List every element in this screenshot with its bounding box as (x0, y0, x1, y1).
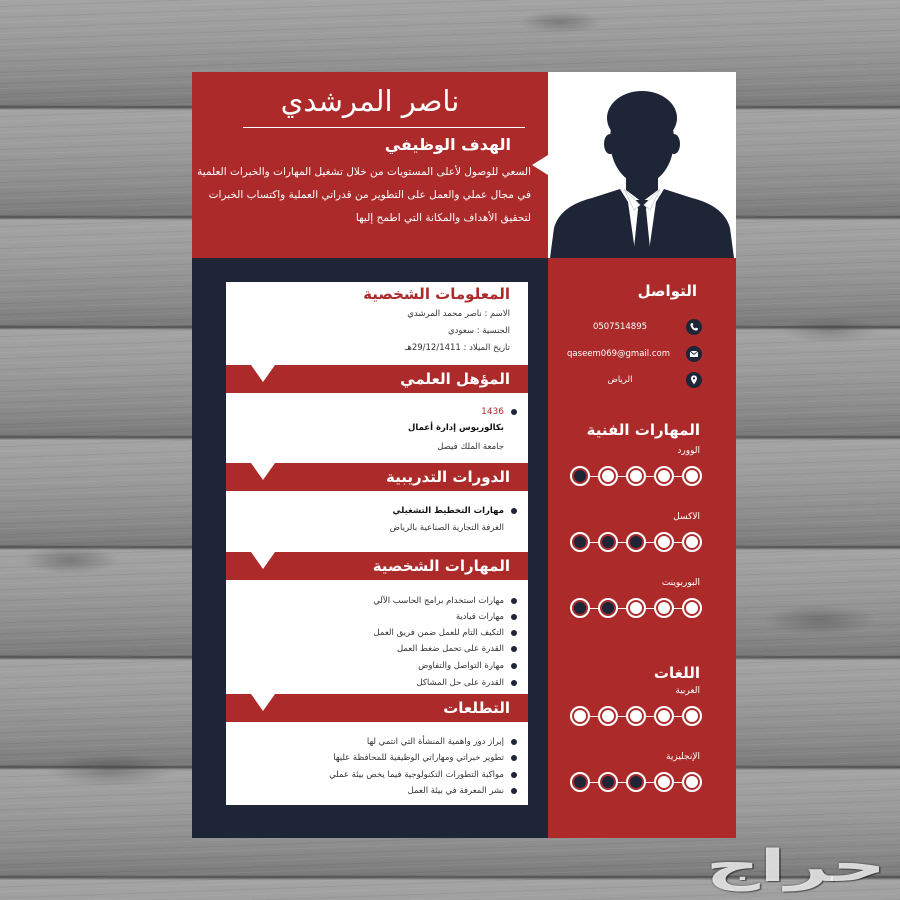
languages-title: اللغات (653, 664, 700, 682)
rating-dot-filled (626, 466, 646, 486)
section-band-training (226, 463, 528, 491)
bullet-dot (511, 409, 517, 415)
bullet-dot (511, 630, 517, 636)
rating-dot-filled (598, 466, 618, 486)
training-course: مهارات التخطيط التشغيلي (392, 506, 504, 516)
bullet-dot (511, 739, 517, 745)
rating-dot-filled (654, 532, 674, 552)
bullet-dot (511, 680, 517, 686)
personal-skills-title: المهارات الشخصية (372, 557, 510, 575)
rating-dot-filled (682, 466, 702, 486)
rating-dot-empty (598, 598, 618, 618)
training-course-row (393, 503, 517, 519)
education-degree: بكالوريوس إدارة أعمال (408, 423, 504, 433)
list-item-text: مهارات استخدام برامج الحاسب الآلي (373, 596, 504, 606)
list-item (373, 625, 517, 641)
bullet-dot (511, 663, 517, 669)
skill-label-excel: الاكسل (673, 512, 700, 522)
contact-title: التواصل (637, 282, 697, 300)
rating-dot-filled (682, 772, 702, 792)
bullet-dot (511, 788, 517, 794)
personal-birth-date: تاريخ الميلاد : 29/12/1411هـ (404, 343, 510, 353)
rating-dot-empty (570, 466, 590, 486)
details-card (226, 282, 528, 805)
bullet-dot (511, 755, 517, 761)
person-silhouette-icon (548, 72, 736, 258)
list-item-text: نشر المعرفة في بيئة العمل (407, 786, 504, 796)
location-pin-icon (686, 372, 702, 388)
rating-dot-filled (654, 466, 674, 486)
rating-dot-empty (570, 598, 590, 618)
email-address: qaseem069@gmail.com (567, 349, 670, 359)
education-year: 1436 (481, 407, 504, 417)
rating-dot-filled (682, 532, 702, 552)
band-notch (251, 365, 275, 382)
list-item (367, 734, 517, 750)
header-pointer (532, 155, 548, 175)
list-item (456, 609, 517, 625)
contact-email (567, 347, 670, 361)
list-item-text: مواكبة التطورات التكنولوجية فيما يخص بيئة عملي (329, 770, 504, 780)
training-title: الدورات التدريبية (385, 468, 510, 486)
bullet-dot (511, 508, 517, 514)
rating-arabic (570, 706, 702, 726)
header-panel (192, 72, 548, 258)
rating-dot-empty (570, 532, 590, 552)
name-divider (243, 127, 525, 128)
rating-dot-filled (654, 772, 674, 792)
personal-name: الاسم : ناصر محمد المرشدي (407, 309, 510, 319)
language-label-arabic: العربية (675, 686, 700, 696)
list-item (416, 675, 517, 691)
phone-number: 0507514895 (592, 322, 648, 332)
rating-dot-filled (682, 706, 702, 726)
bullet-dot (511, 772, 517, 778)
rating-dot-empty (626, 772, 646, 792)
objective-line-2: في مجال عملي والعمل على التطوير من قدراتي العملية واكتساب الخبرات (208, 189, 531, 201)
rating-dot-filled (598, 706, 618, 726)
technical-skills-title: المهارات الفنية (586, 421, 700, 439)
rating-excel (570, 532, 702, 552)
skill-label-powerpoint: البوربوينت (661, 578, 700, 588)
education-year-row (481, 404, 517, 420)
rating-english (570, 772, 702, 792)
list-item-text: القدرة على حل المشاكل (416, 678, 504, 688)
training-provider: الغرفة التجارية الصناعية بالرياض (389, 523, 504, 533)
list-item-text: القدرة على تحمل ضغط العمل (396, 644, 504, 654)
rating-dot-filled (682, 598, 702, 618)
right-column (548, 258, 736, 838)
list-item (373, 593, 517, 609)
education-university: جامعة الملك فيصل (437, 442, 504, 452)
list-item (329, 767, 517, 783)
rating-dot-filled (654, 706, 674, 726)
rating-powerpoint (570, 598, 702, 618)
list-item-text: التكيف التام للعمل ضمن فريق العمل (373, 628, 504, 638)
objective-line-3: لتحقيق الأهداف والمكانة التي اطمح إليها (355, 212, 531, 224)
list-item (397, 641, 517, 657)
list-item-text: مهارة التواصل والتفاوض (418, 661, 504, 671)
section-band-education (226, 365, 528, 393)
list-item-text: إبراز دور واهمية المنشأة التي انتمي لها (366, 737, 504, 747)
list-item (333, 750, 517, 766)
contact-city: الرياض (607, 375, 633, 385)
objective-line-1: السعي للوصول لأعلى المستويات من خلال تشغيل المهارات والخبرات العلمية (197, 166, 531, 178)
education-title: المؤهل العلمي (400, 370, 510, 388)
list-item (418, 658, 517, 674)
rating-dot-filled (626, 706, 646, 726)
language-label-english: الإنجليزية (666, 752, 700, 762)
list-item-text: تطوير خبراتي ومهاراتي الوظيفية للمحافظة عليها (333, 753, 504, 763)
objective-title: الهدف الوظيفي (384, 135, 511, 154)
list-item (408, 783, 517, 799)
rating-dot-filled (570, 706, 590, 726)
rating-dot-empty (598, 772, 618, 792)
band-notch (251, 552, 275, 569)
rating-dot-empty (570, 772, 590, 792)
band-notch (251, 463, 275, 480)
rating-dot-filled (626, 598, 646, 618)
profile-photo (548, 72, 736, 258)
envelope-icon (686, 346, 702, 362)
skill-label-word: الوورد (677, 446, 700, 456)
list-item-text: مهارات قيادية (455, 612, 504, 622)
haraj-watermark-logo: حراج (706, 841, 886, 892)
full-name: ناصر المرشدي (280, 84, 460, 118)
rating-dot-empty (598, 532, 618, 552)
rating-word (570, 466, 702, 486)
section-band-aspirations (226, 694, 528, 722)
bullet-dot (511, 614, 517, 620)
phone-icon (686, 319, 702, 335)
section-band-personal-skills (226, 552, 528, 580)
rating-dot-filled (654, 598, 674, 618)
bullet-dot (511, 598, 517, 604)
band-notch (251, 694, 275, 711)
contact-phone (570, 320, 670, 334)
personal-info-title: المعلومات الشخصية (363, 285, 510, 303)
rating-dot-empty (626, 532, 646, 552)
bullet-dot (511, 646, 517, 652)
aspirations-title: التطلعات (443, 699, 510, 717)
personal-nationality: الجنسية : سعودي (447, 326, 510, 336)
